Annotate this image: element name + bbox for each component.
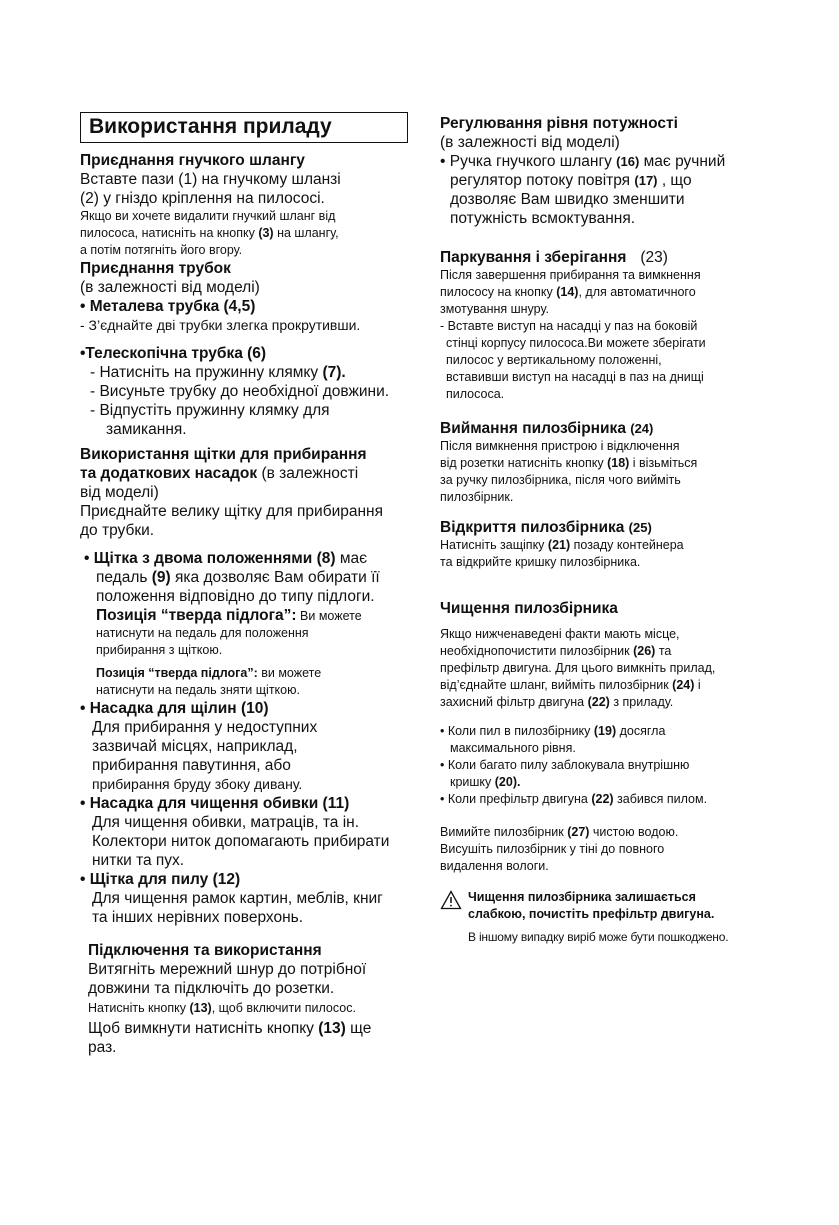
- power-heading: Регулювання рівня потужності: [440, 115, 678, 132]
- dust-brush-text-1: Для чищення рамок картин, меблів, книг: [92, 890, 383, 907]
- hose-text-1: Вставте пази (1) на гнучкому шланзі: [80, 171, 341, 188]
- hose-heading: Приєднання гнучкого шлангу: [80, 152, 305, 169]
- wash-line-1: Вимийте пилозбірник (27) чистою водою.: [440, 825, 679, 839]
- power-line-2: регулятор потоку повітря (17) , що: [450, 172, 692, 189]
- crevice-text-3: прибирання павутиння, або: [92, 757, 291, 774]
- clean-bullet-2: • Коли багато пилу заблокувала внутрішню: [440, 758, 690, 772]
- parking-line-5: стінці корпусу пилососа.Ви можете зберігати: [446, 336, 706, 350]
- crevice-text-1: Для прибирання у недоступних: [92, 719, 318, 736]
- clean-intro: [440, 626, 782, 711]
- clean-bullet-1b: максимального рівня.: [450, 741, 576, 755]
- hard-floor-1-line-2: натиснути на педаль для положення: [96, 626, 309, 640]
- warning-block: [440, 889, 782, 946]
- warning-line-1: Чищення пилозбірника залишається: [468, 890, 696, 904]
- warning-line-2: слабкою, почистіть префільтр двигуна.: [468, 907, 715, 921]
- open-section: [440, 518, 782, 571]
- remove-line-1: Після вимкнення пристрою і відключення: [440, 439, 680, 453]
- brush-heading-2: та додаткових насадок (в залежності: [80, 465, 359, 482]
- hose-section: [80, 151, 418, 259]
- crevice-text-2: зазвичай місцях, наприклад,: [92, 738, 298, 755]
- brush-heading-3: від моделі): [80, 484, 159, 501]
- connect-text-5: раз.: [88, 1039, 117, 1056]
- two-pos-line-3: положення відповідно до типу підлоги.: [96, 588, 375, 605]
- warning-line-3: В іншому випадку виріб може бути пошкоджено.: [468, 930, 729, 944]
- parking-line-8: пилососа.: [446, 387, 505, 401]
- tubes-section: [80, 259, 418, 439]
- remove-line-2: від розетки натисніть кнопку (18) і візьміться: [440, 456, 698, 470]
- connect-heading: Підключення та використання: [88, 942, 322, 959]
- remove-section: [440, 419, 782, 506]
- upholstery-text-1: Для чищення обивки, матраців, та ін.: [92, 814, 360, 831]
- tele-step-3: - Відпустіть пружинну клямку для: [90, 402, 330, 419]
- power-section: [440, 114, 782, 228]
- tubes-heading: Приєднання трубок: [80, 260, 231, 277]
- hard-floor-1-line-1: Позиція “тверда підлога”: Ви можете: [96, 607, 362, 624]
- clean-bullet-1: • Коли пил в пилозбірнику (19) досягла: [440, 724, 666, 738]
- upholstery-text-3: нитки та пух.: [92, 852, 185, 869]
- dust-brush: [80, 870, 418, 927]
- parking-line-1: Після завершення прибирання та вимкнення: [440, 268, 701, 282]
- remove-heading: Виймання пилозбірника (24): [440, 420, 654, 437]
- tubes-sub: (в залежності від моделі): [80, 279, 260, 296]
- parking-line-2: пилососу на кнопку (14), для автоматичного: [440, 285, 696, 299]
- open-line-1: Натисніть защіпку (21) позаду контейнера: [440, 538, 684, 552]
- tele-step-3b: замикання.: [106, 421, 187, 438]
- connect-text-3: Натисніть кнопку (13), щоб включити пилосос.: [88, 1001, 356, 1015]
- power-line-1: • Ручка гнучкого шлангу (16) має ручний: [440, 153, 726, 170]
- open-line-2: та відкрийте кришку пилозбірника.: [440, 555, 641, 569]
- parking-section: [440, 248, 782, 403]
- clean-section: [440, 599, 782, 946]
- metal-tube-heading: • Металева трубка (4,5): [80, 298, 256, 315]
- brush-text-2: до трубки.: [80, 522, 155, 539]
- hard-floor-1: [84, 606, 418, 659]
- parking-line-6: пилосос у вертикальному положенні,: [446, 353, 662, 367]
- open-heading: Відкриття пилозбірника (25): [440, 519, 652, 536]
- parking-line-4: - Вставте виступ на насадці у паз на боковій: [440, 319, 698, 333]
- clean-line-2: необхіднопочистити пилозбірник (26) та: [440, 644, 672, 658]
- crevice-tool: [80, 699, 418, 794]
- clean-heading: Чищення пилозбірника: [440, 600, 618, 617]
- hard-floor-2-line-2: натиснути на педаль зняти щіткою.: [96, 683, 300, 697]
- dust-brush-heading: • Щітка для пилу (12): [80, 871, 241, 888]
- wash-line-2: Висушіть пилозбірник у тіні до повного: [440, 842, 665, 856]
- clean-line-4: від’єднайте шланг, вийміть пилозбірник (24) і: [440, 678, 701, 692]
- right-column: [440, 112, 782, 946]
- metal-tube-text: - З’єднайте дві трубки злегка прокрутивши.: [80, 317, 361, 333]
- hard-floor-2-line-1: Позиція “тверда підлога”: ви можете: [96, 666, 322, 680]
- warning-icon: [440, 890, 462, 910]
- connect-text-4: Щоб вимкнути натисніть кнопку (13) ще: [88, 1020, 372, 1037]
- two-position-brush: [80, 549, 418, 699]
- connect-section: [80, 941, 418, 1057]
- parking-heading-line: Паркування і зберігання (23): [440, 249, 668, 266]
- hose-note-1: Якщо ви хочете видалити гнучкий шланг від: [80, 209, 336, 223]
- section-title: Використання приладу: [80, 112, 408, 143]
- power-line-3: дозволяє Вам швидко зменшити: [450, 191, 685, 208]
- clean-line-1: Якщо нижченаведені факти мають місце,: [440, 627, 680, 641]
- wash-instructions: [440, 824, 782, 875]
- wash-line-3: видалення вологи.: [440, 859, 549, 873]
- parking-line-3: змотування шнуру.: [440, 302, 549, 316]
- hose-note-2: пилососа, натисніть на кнопку (3) на шлангу,: [80, 226, 339, 240]
- power-sub: (в залежності від моделі): [440, 134, 620, 151]
- two-pos-line-1: • Щітка з двома положеннями (8) має: [84, 550, 368, 567]
- parking-line-7: вставивши виступ на насадці в паз на днищі: [446, 370, 704, 384]
- hose-text-2: (2) у гніздо кріплення на пилососі.: [80, 190, 325, 207]
- brush-heading-1: Використання щітки для прибирання: [80, 446, 367, 463]
- clean-bullet-3: • Коли префільтр двигуна (22) забився пилом.: [440, 792, 708, 806]
- brush-section: [80, 445, 418, 927]
- tele-step-1: - Натисніть на пружинну клямку (7).: [90, 364, 346, 381]
- remove-line-3: за ручку пилозбірника, після чого вийміть: [440, 473, 681, 487]
- remove-line-4: пилозбірник.: [440, 490, 514, 504]
- hard-floor-2: [84, 665, 418, 699]
- upholstery-heading: • Насадка для чищення обивки (11): [80, 795, 350, 812]
- connect-text-1: Витягніть мережний шнур до потрібної: [88, 961, 367, 978]
- upholstery-text-2: Колектори ниток допомагають прибирати: [92, 833, 390, 850]
- clean-bullets: [440, 723, 782, 808]
- hose-note-3: а потім потягніть його вгору.: [80, 243, 243, 257]
- warning-text: [468, 889, 728, 946]
- clean-line-5: захисний фільтр двигуна (22) з приладу.: [440, 695, 674, 709]
- brush-text-1: Приєднайте велику щітку для прибирання: [80, 503, 383, 520]
- clean-bullet-2b: кришку (20).: [450, 775, 521, 789]
- upholstery-tool: [80, 794, 418, 870]
- crevice-heading: • Насадка для щілин (10): [80, 700, 269, 717]
- crevice-text-4: прибирання бруду збоку дивану.: [92, 776, 303, 792]
- hard-floor-1-line-3: прибирання з щіткою.: [96, 643, 223, 657]
- power-line-4: потужність всмоктування.: [450, 210, 636, 227]
- connect-text-2: довжини та підключіть до розетки.: [88, 980, 335, 997]
- tele-step-2: - Висуньте трубку до необхідної довжини.: [90, 383, 390, 400]
- clean-line-3: префільтр двигуна. Для цього вимкніть прилад,: [440, 661, 716, 675]
- dust-brush-text-2: та інших нерівних поверхонь.: [92, 909, 304, 926]
- two-pos-line-2: педаль (9) яка дозволяє Вам обирати її: [96, 569, 380, 586]
- tele-tube-heading: •Телескопічна трубка (6): [80, 345, 267, 362]
- left-column: [80, 112, 418, 1057]
